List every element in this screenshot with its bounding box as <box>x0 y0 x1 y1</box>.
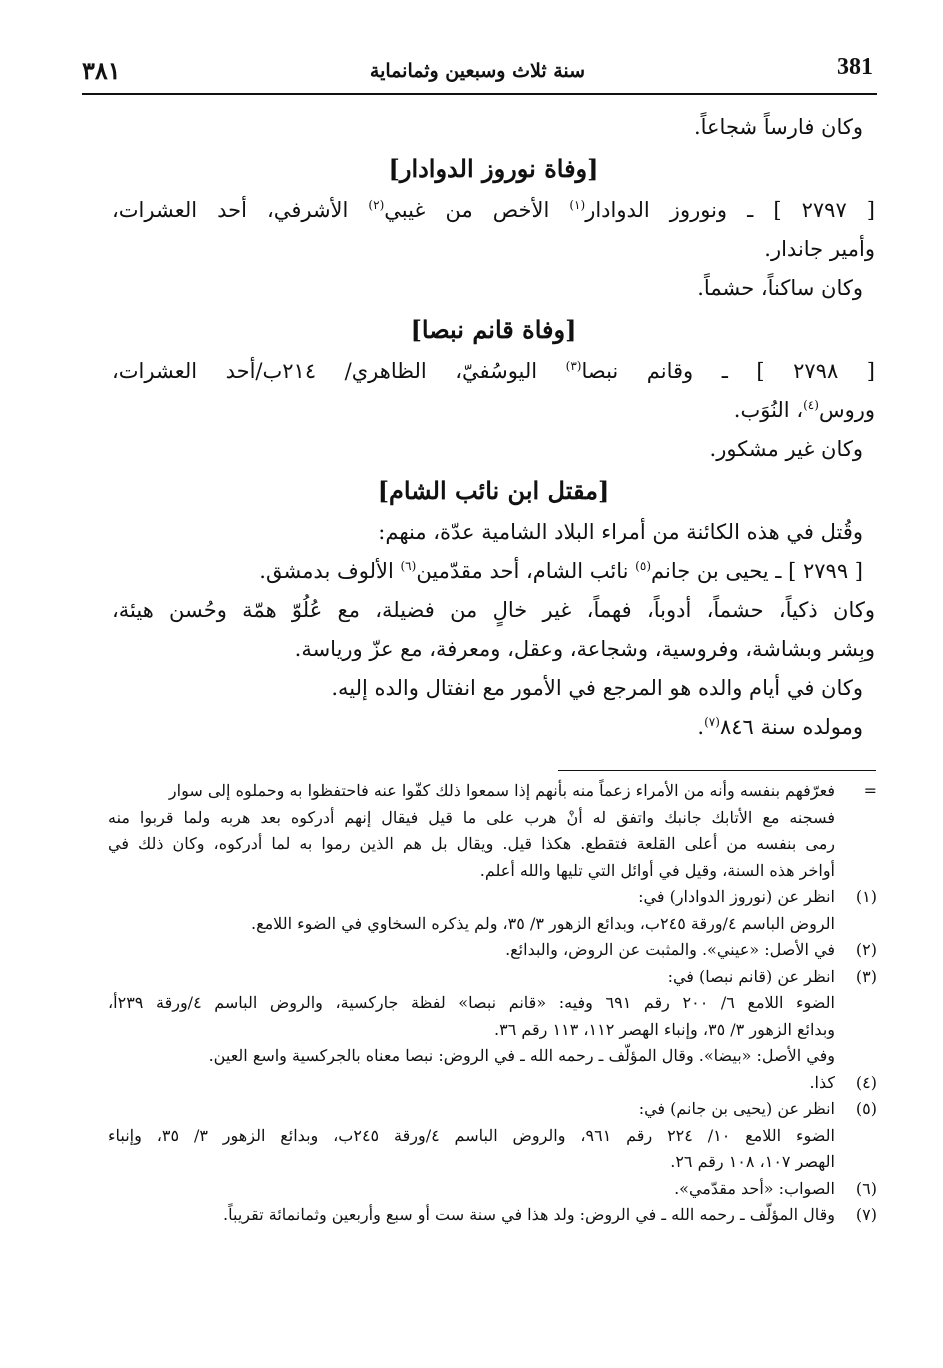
text-line: وكان في أيام والده هو المرجع في الأمور مع انفتال والده إليه. <box>331 676 863 700</box>
footnote-line <box>108 937 877 964</box>
text-line: [ ٢٧٩٩ ] ـ يحيى بن جانم$^{(٥)}$ نائب الشام، أحد مقدّمين$^{(٦)}$ الألوف بدمشق. <box>259 559 863 583</box>
text-line: وقُتل في هذه الكائنة من أمراء البلاد الشامية عدّة، منهم: <box>378 520 863 544</box>
text-line: ومولده سنة ٨٤٦$^{(٧)}$. <box>697 715 863 739</box>
section-heading: [وفاة نوروز الدوادار] <box>388 154 599 183</box>
footnote-number: = <box>863 781 877 800</box>
footnote-text: في الأصل: «عيني». والمثبت عن الروض، والبدائع. <box>505 940 835 959</box>
footnote-separator <box>558 770 876 771</box>
footnote-line: وفي الأصل: «بيضا». وقال المؤلّف ـ رحمه الله ـ في الروض: نبصا معناه بالجركسية واسع العين. <box>208 1046 835 1065</box>
footnote-text: كذا. <box>809 1072 835 1092</box>
footnote-text: انظر عن (يحيى بن جانم) في: <box>638 1099 835 1118</box>
footnote-line <box>108 1070 877 1097</box>
footnote-number: (٦) <box>855 1178 877 1198</box>
footnote-line: رمى بنفسه من أعلى القلعة فتقطع. هكذا قيل. ويقال بل هم الذين رموا به لما أدركوه، وكان ذلك في <box>108 834 835 853</box>
footnote-line: الضوء اللامع ١٠/ ٢٢٤ رقم ٩٦١، والروض الباسم ٤/ورقة ٢٤٥ب، وبدائع الزهور ٣/ ٣٥، وإنباء <box>108 1125 835 1145</box>
page-number-arabic: ٣٨١ <box>82 56 121 85</box>
text-line: وكان ساكناً، حشماً. <box>697 276 863 300</box>
footnote-number: (٣) <box>855 966 877 986</box>
text-line: وكان فارساً شجاعاً. <box>693 115 863 139</box>
footnote-number: (٢) <box>855 940 877 959</box>
footnote-line <box>108 1176 877 1203</box>
footnote-line: الهصر ١٠٧، ١٠٨ رقم ٢٦. <box>670 1152 835 1171</box>
footnote-number: (٥) <box>855 1099 877 1118</box>
footnote-line: فسجنه مع الأتابك جانبك واتفق له أنْ هرب على ما قيل فيقال إنهم أدركوه بعد هربه ولما قربوا منه <box>108 807 835 827</box>
footnote-number: (٤) <box>855 1072 877 1092</box>
header-rule <box>82 93 877 95</box>
footnote-line: الضوء اللامع ٦/ ٢٠٠ رقم ٦٩١ وفيه: «قانم نبصا» لفظة جاركسية، والروض الباسم ٤/ورقة ٢٣٩أ، <box>108 993 836 1012</box>
footnote-number: (٧) <box>855 1205 877 1224</box>
section-heading: [مقتل ابن نائب الشام] <box>377 476 610 505</box>
footnote-text: انظر عن (قانم نبصا) في: <box>667 966 835 986</box>
main-text <box>112 108 875 747</box>
footnotes <box>108 778 877 1229</box>
footnote-line <box>108 1202 877 1229</box>
page-number-latin: 381 <box>837 54 873 80</box>
page-header <box>82 50 873 94</box>
running-title: سنة ثلاث وسبعين وثمانماية <box>369 60 586 82</box>
footnote-number: (١) <box>855 887 877 906</box>
text-line: وبِشر وبشاشة، وفروسية، وشجاعة، وعقل، ومعرفة، مع عزّ ورياسة. <box>294 637 875 661</box>
footnote-text: الصواب: «أحد مقدّمي». <box>674 1178 835 1198</box>
footnote-line <box>108 964 877 991</box>
footnote-text: انظر عن (نوروز الدوادار) في: <box>638 887 835 906</box>
text-line: وأمير جاندار. <box>764 237 875 261</box>
text-line: وروس$^{(٤)}$، النُوَب. <box>733 398 875 422</box>
text-line: [ ٢٧٩٨ ] ـ وقانم نبصا$^{(٣)}$ اليوسُفيّ، الظاهري/ ٢١٤ب/أحد العشرات، <box>112 359 875 383</box>
footnote-line: أواخر هذه السنة، وقيل في أوائل التي تليها والله أعلم. <box>479 860 835 880</box>
footnote-line: الروض الباسم ٤/ورقة ٢٤٥ب، وبدائع الزهور ٣/ ٣٥، ولم يذكره السخاوي في الضوء اللامع. <box>251 913 835 933</box>
footnote-text: فعرّفهم بنفسه وأنه من الأمراء زعماً منه بأنهم إذا سمعوا ذلك كفّوا عنه فاحتفظوا به وحملوه إلى سوار <box>168 781 835 800</box>
footnote-text: وقال المؤلّف ـ رحمه الله ـ في الروض: ولد هذا في سنة ست أو سبع وأربعين وثمانمائة تقريباً. <box>223 1205 835 1224</box>
footnote-line <box>108 1096 877 1123</box>
text-line: وكان ذكياً، حشماً، أدوباً، فهماً، غير خالٍ من فضيلة، مع عُلُوّ همّة وحُسن هيئة، <box>112 598 875 622</box>
text-line: [ ٢٧٩٧ ] ـ ونوروز الدوادار$^{(١)}$ الأخص من غيبي$^{(٢)}$ الأشرفي، أحد العشرات، <box>112 198 875 222</box>
footnote-line <box>108 778 877 805</box>
section-heading: [وفاة قانم نبصا] <box>410 315 577 344</box>
text-line: وكان غير مشكور. <box>709 437 863 461</box>
footnote-line <box>108 884 877 911</box>
footnote-line: وبدائع الزهور ٣/ ٣٥، وإنباء الهصر ١١٢، ١١٣ رقم ٣٦. <box>494 1019 835 1039</box>
